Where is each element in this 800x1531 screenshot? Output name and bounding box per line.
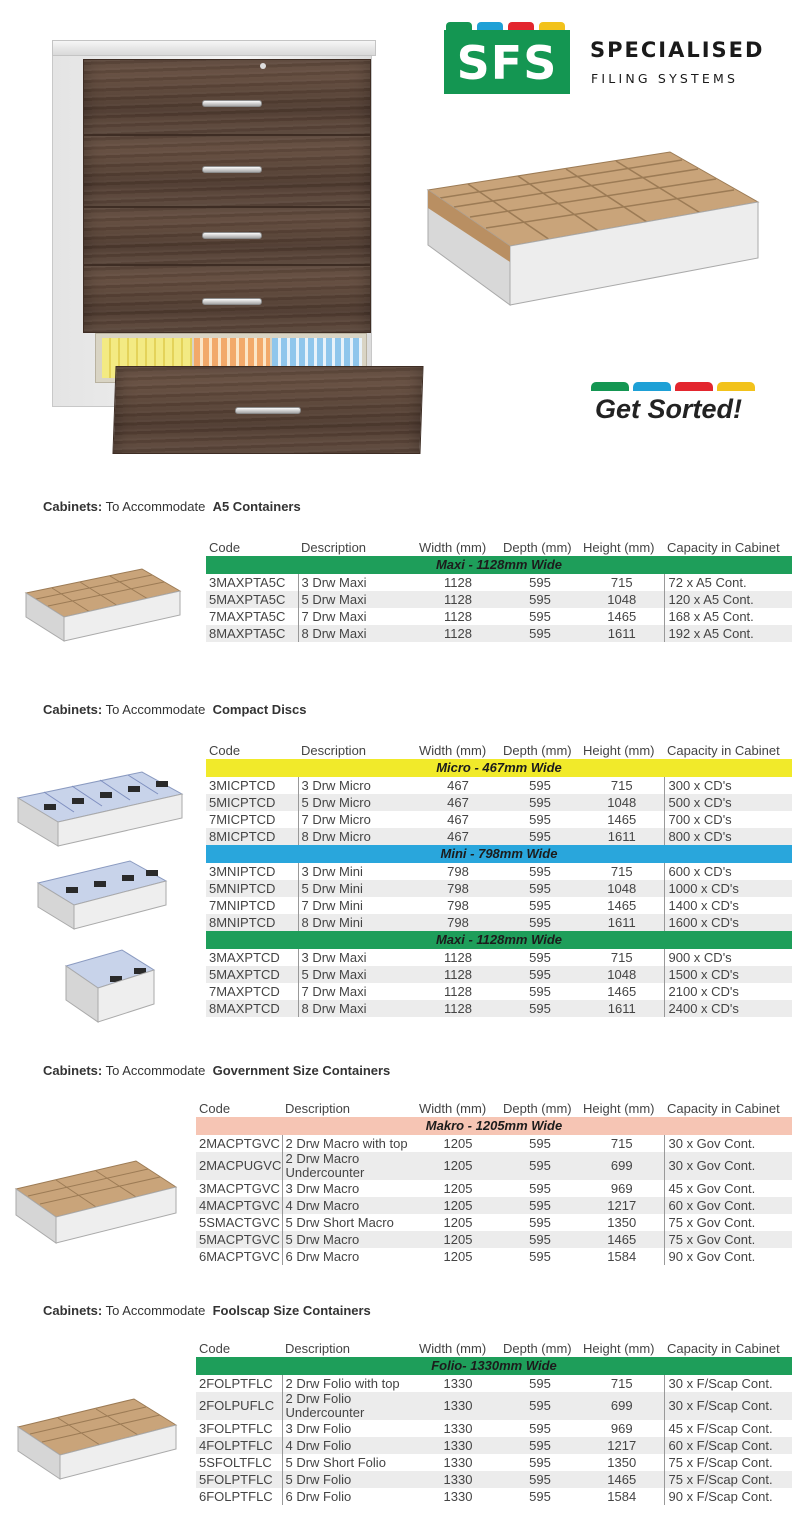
cell-capacity: 30 x F/Scap Cont. xyxy=(664,1375,792,1392)
cell-capacity: 168 x A5 Cont. xyxy=(664,608,792,625)
cell-description: 5 Drw Short Folio xyxy=(282,1454,416,1471)
cell-width: 467 xyxy=(447,777,469,793)
column-header-height: Height (mm) xyxy=(583,743,655,758)
spec-table xyxy=(206,742,792,1017)
cell-capacity: 500 x CD's xyxy=(664,794,792,811)
cell-depth: 595 xyxy=(500,1152,580,1180)
cell-height: 1584 xyxy=(607,1488,637,1504)
cell-capacity: 2100 x CD's xyxy=(664,983,792,1000)
cell-height: 715 xyxy=(610,949,633,965)
table-row xyxy=(206,811,792,828)
cell-width: 1128 xyxy=(416,966,500,983)
tagline-tab-red xyxy=(675,382,713,391)
cabinet-drawer-1 xyxy=(83,59,371,135)
cell-height: 1465 xyxy=(607,608,637,624)
cell-depth: 595 xyxy=(500,1197,580,1214)
cell-code: 5MAXPTA5C xyxy=(206,591,298,608)
cell-code: 6FOLPTFLC xyxy=(199,1488,273,1504)
cell-depth: 595 xyxy=(500,1437,580,1454)
cell-height: 1048 xyxy=(580,794,664,811)
cell-code: 5MICPTCD xyxy=(206,794,298,811)
table-row xyxy=(206,897,792,914)
table-row xyxy=(206,1000,792,1017)
drawer-handle xyxy=(202,232,262,239)
cell-code: 3MAXPTA5C xyxy=(209,574,286,590)
cell-depth: 595 xyxy=(500,914,580,931)
cell-height: 1611 xyxy=(580,1000,664,1017)
table-row xyxy=(206,949,792,966)
cell-code: 3MNIPTCD xyxy=(209,863,276,879)
section-title-foolscap: Cabinets: To Accommodate Foolscap Size Containers xyxy=(43,1303,371,1318)
tagline-tab-blue xyxy=(633,382,671,391)
cell-depth: 595 xyxy=(500,880,580,897)
group-row xyxy=(196,1117,792,1135)
cell-capacity: 192 x A5 Cont. xyxy=(664,625,792,642)
table-row xyxy=(206,591,792,608)
table-row xyxy=(196,1454,792,1471)
cell-width: 1128 xyxy=(444,949,472,965)
cell-depth: 595 xyxy=(500,966,580,983)
lock-icon xyxy=(260,63,266,69)
cell-description: 3 Drw Folio xyxy=(282,1420,416,1437)
cell-depth: 595 xyxy=(529,949,551,965)
table-row xyxy=(206,794,792,811)
cell-width: 798 xyxy=(447,897,469,913)
cell-width: 1205 xyxy=(443,1135,473,1151)
cd-micro-tray-image xyxy=(14,768,186,848)
table-row xyxy=(206,608,792,625)
open-drawer-front xyxy=(112,366,423,454)
cell-height: 1611 xyxy=(580,828,664,845)
cell-depth: 595 xyxy=(500,1000,580,1017)
cell-capacity: 2400 x CD's xyxy=(664,1000,792,1017)
cell-capacity: 30 x F/Scap Cont. xyxy=(664,1392,792,1420)
cell-width: 1330 xyxy=(443,1375,473,1391)
cell-depth: 595 xyxy=(529,897,551,913)
column-header-capacity: Capacity in Cabinet xyxy=(667,540,780,555)
cell-capacity: 75 x F/Scap Cont. xyxy=(664,1471,792,1488)
cell-depth: 595 xyxy=(500,591,580,608)
cell-height: 1048 xyxy=(580,591,664,608)
cell-code: 5MNIPTCD xyxy=(206,880,298,897)
column-header-height: Height (mm) xyxy=(583,1101,655,1116)
column-header-width: Width (mm) xyxy=(419,1341,487,1356)
group-row xyxy=(206,759,792,777)
tagline: Get Sorted! xyxy=(595,394,743,424)
section-title-a5: Cabinets: To Accommodate A5 Containers xyxy=(43,499,301,514)
cell-width: 1205 xyxy=(416,1152,500,1180)
cell-depth: 595 xyxy=(529,1488,551,1504)
table-row xyxy=(196,1231,792,1248)
section-title-government: Cabinets: To Accommodate Government Size Containers xyxy=(43,1063,391,1078)
cell-width: 1128 xyxy=(444,608,472,624)
cabinet-drawer-2 xyxy=(83,135,371,207)
group-label: Micro - 467mm Wide xyxy=(206,759,792,777)
cell-description: 2 Drw Folio with top xyxy=(282,1375,416,1392)
table-row xyxy=(196,1197,792,1214)
cell-code: 5FOLPTFLC xyxy=(196,1471,282,1488)
cell-depth: 595 xyxy=(529,1214,551,1230)
table-row xyxy=(196,1152,792,1180)
cell-code: 7MNIPTCD xyxy=(209,897,276,913)
table-row xyxy=(196,1420,792,1437)
cell-height: 1350 xyxy=(607,1214,637,1230)
drawer-handle xyxy=(202,100,262,107)
cell-code: 3MICPTCD xyxy=(209,777,276,793)
a5-drawer-image xyxy=(420,150,765,310)
column-header-code: Code xyxy=(199,1341,231,1356)
cell-capacity: 45 x Gov Cont. xyxy=(664,1180,792,1197)
cell-description: 4 Drw Macro xyxy=(282,1197,416,1214)
group-row xyxy=(206,845,792,863)
cell-height: 1217 xyxy=(580,1437,664,1454)
cell-code: 3FOLPTFLC xyxy=(199,1420,273,1436)
table-header-row xyxy=(196,1100,792,1117)
cell-height: 1048 xyxy=(580,966,664,983)
logo-letters: SFS xyxy=(456,36,558,90)
table-row xyxy=(196,1214,792,1231)
cell-capacity: 300 x CD's xyxy=(664,777,792,794)
cell-height: 1350 xyxy=(607,1454,637,1470)
cell-height: 1465 xyxy=(580,1471,664,1488)
cell-code: 5MAXPTCD xyxy=(206,966,298,983)
table-row xyxy=(196,1392,792,1420)
cell-description: 7 Drw Maxi xyxy=(298,983,416,1000)
cell-capacity: 30 x Gov Cont. xyxy=(664,1135,792,1152)
column-header-depth: Depth (mm) xyxy=(503,743,572,758)
column-header-description: Description xyxy=(301,743,367,758)
group-label: Makro - 1205mm Wide xyxy=(196,1117,792,1135)
column-header-capacity: Capacity in Cabinet xyxy=(667,1101,780,1116)
cell-width: 1330 xyxy=(416,1392,500,1420)
column-header-capacity: Capacity in Cabinet xyxy=(667,1341,780,1356)
cell-capacity: 75 x F/Scap Cont. xyxy=(664,1454,792,1471)
cell-description: 3 Drw Mini xyxy=(298,863,416,880)
cell-description: 3 Drw Macro xyxy=(282,1180,416,1197)
cell-depth: 595 xyxy=(529,1454,551,1470)
cell-depth: 595 xyxy=(529,574,551,590)
cell-code: 7MAXPTA5C xyxy=(209,608,286,624)
table-row xyxy=(196,1375,792,1392)
cell-code: 3MAXPTCD xyxy=(209,949,280,965)
column-header-depth: Depth (mm) xyxy=(503,540,572,555)
cell-description: 3 Drw Micro xyxy=(298,777,416,794)
cell-height: 1048 xyxy=(580,880,664,897)
cell-width: 798 xyxy=(416,914,500,931)
cell-code: 3MACPTGVC xyxy=(199,1180,280,1196)
cabinet-drawer-4 xyxy=(83,265,371,333)
group-label: Mini - 798mm Wide xyxy=(206,845,792,863)
table-header-row xyxy=(206,742,792,759)
cell-height: 715 xyxy=(610,574,633,590)
column-header-code: Code xyxy=(209,743,241,758)
cell-depth: 595 xyxy=(529,608,551,624)
cabinet-top xyxy=(52,40,376,56)
column-header-depth: Depth (mm) xyxy=(503,1101,572,1116)
cell-code: 2FOLPTFLC xyxy=(199,1375,273,1391)
column-header-description: Description xyxy=(301,540,367,555)
cell-capacity: 600 x CD's xyxy=(664,863,792,880)
table-row xyxy=(206,574,792,591)
cell-depth: 595 xyxy=(500,625,580,642)
cell-description: 8 Drw Mini xyxy=(298,914,416,931)
cell-width: 1330 xyxy=(443,1488,473,1504)
group-label: Maxi - 1128mm Wide xyxy=(206,556,792,574)
cell-depth: 595 xyxy=(500,1471,580,1488)
cell-capacity: 700 x CD's xyxy=(664,811,792,828)
cell-description: 3 Drw Maxi xyxy=(298,949,416,966)
group-label: Maxi - 1128mm Wide xyxy=(206,931,792,949)
group-label: Folio- 1330mm Wide xyxy=(196,1357,792,1375)
a5-tray-image xyxy=(22,565,184,643)
cell-width: 1128 xyxy=(416,591,500,608)
cell-depth: 595 xyxy=(529,1180,551,1196)
cell-description: 5 Drw Folio xyxy=(282,1471,416,1488)
table-row xyxy=(196,1135,792,1152)
cell-width: 1330 xyxy=(416,1437,500,1454)
cell-code: 7MAXPTCD xyxy=(209,983,280,999)
cell-height: 699 xyxy=(580,1152,664,1180)
cell-height: 1465 xyxy=(607,897,637,913)
cell-description: 5 Drw Micro xyxy=(298,794,416,811)
cell-code: 2FOLPUFLC xyxy=(196,1392,282,1420)
cell-description: 7 Drw Micro xyxy=(298,811,416,828)
cell-description: 8 Drw Maxi xyxy=(298,1000,416,1017)
cell-capacity: 1000 x CD's xyxy=(664,880,792,897)
cell-capacity: 1600 x CD's xyxy=(664,914,792,931)
cell-capacity: 90 x F/Scap Cont. xyxy=(664,1488,792,1505)
cell-description: 8 Drw Maxi xyxy=(298,625,416,642)
cell-code: 7MICPTCD xyxy=(209,811,276,827)
cell-height: 1584 xyxy=(607,1248,637,1264)
cell-width: 798 xyxy=(416,880,500,897)
cell-code: 4MACPTGVC xyxy=(196,1197,282,1214)
section-title-cd: Cabinets: To Accommodate Compact Discs xyxy=(43,702,307,717)
cell-description: 8 Drw Micro xyxy=(298,828,416,845)
cell-capacity: 75 x Gov Cont. xyxy=(664,1214,792,1231)
cell-width: 1205 xyxy=(443,1214,473,1230)
cell-code: 8MAXPTCD xyxy=(206,1000,298,1017)
cell-width: 1128 xyxy=(416,625,500,642)
cell-width: 467 xyxy=(416,794,500,811)
cell-depth: 595 xyxy=(529,863,551,879)
table-row xyxy=(206,914,792,931)
cell-code: 2MACPUGVC xyxy=(196,1152,282,1180)
cell-height: 969 xyxy=(610,1180,633,1196)
cell-description: 2 Drw Folio Undercounter xyxy=(282,1392,416,1420)
table-row xyxy=(206,880,792,897)
cell-capacity: 60 x F/Scap Cont. xyxy=(664,1437,792,1454)
spec-table xyxy=(206,539,792,642)
tagline-tab-yellow xyxy=(717,382,755,391)
table-row xyxy=(196,1248,792,1265)
cell-description: 5 Drw Mini xyxy=(298,880,416,897)
cell-capacity: 120 x A5 Cont. xyxy=(664,591,792,608)
group-row xyxy=(206,931,792,949)
cell-capacity: 800 x CD's xyxy=(664,828,792,845)
cell-height: 715 xyxy=(610,1375,633,1391)
cell-height: 1465 xyxy=(607,811,637,827)
cell-width: 1205 xyxy=(416,1231,500,1248)
column-header-width: Width (mm) xyxy=(419,1101,487,1116)
cell-capacity: 75 x Gov Cont. xyxy=(664,1231,792,1248)
cell-description: 5 Drw Maxi xyxy=(298,966,416,983)
column-header-width: Width (mm) xyxy=(419,540,487,555)
cell-capacity: 30 x Gov Cont. xyxy=(664,1152,792,1180)
column-header-description: Description xyxy=(285,1101,351,1116)
logo-wordmark-bottom: FILING SYSTEMS xyxy=(591,71,739,86)
cell-width: 467 xyxy=(416,828,500,845)
table-row xyxy=(206,625,792,642)
cell-code: 6MACPTGVC xyxy=(199,1248,280,1264)
column-header-depth: Depth (mm) xyxy=(503,1341,572,1356)
cd-mini-tray-image xyxy=(34,857,170,931)
cell-depth: 595 xyxy=(529,1135,551,1151)
cell-code: 5MACPTGVC xyxy=(196,1231,282,1248)
cell-capacity: 900 x CD's xyxy=(664,949,792,966)
cell-description: 6 Drw Folio xyxy=(282,1488,416,1505)
cell-description: 2 Drw Macro with top xyxy=(282,1135,416,1152)
cell-description: 7 Drw Mini xyxy=(298,897,416,914)
cell-width: 467 xyxy=(447,811,469,827)
cell-capacity: 1500 x CD's xyxy=(664,966,792,983)
cell-height: 1611 xyxy=(580,914,664,931)
cell-code: 8MICPTCD xyxy=(206,828,298,845)
cell-depth: 595 xyxy=(500,1392,580,1420)
group-row xyxy=(196,1357,792,1375)
column-header-width: Width (mm) xyxy=(419,743,487,758)
cell-description: 5 Drw Macro xyxy=(282,1231,416,1248)
column-header-height: Height (mm) xyxy=(583,540,655,555)
cd-maxi-tray-image xyxy=(62,946,158,1024)
foolscap-tray-image xyxy=(14,1395,180,1481)
cell-depth: 595 xyxy=(529,983,551,999)
column-header-code: Code xyxy=(209,540,241,555)
drawer-handle xyxy=(202,166,262,173)
cell-code: 8MAXPTA5C xyxy=(206,625,298,642)
cell-height: 1217 xyxy=(580,1197,664,1214)
cell-depth: 595 xyxy=(500,1231,580,1248)
column-header-code: Code xyxy=(199,1101,231,1116)
table-row xyxy=(206,828,792,845)
table-row xyxy=(196,1471,792,1488)
cell-width: 1205 xyxy=(443,1180,473,1196)
cell-capacity: 60 x Gov Cont. xyxy=(664,1197,792,1214)
cell-width: 798 xyxy=(447,863,469,879)
cell-capacity: 45 x F/Scap Cont. xyxy=(664,1420,792,1437)
cell-width: 1128 xyxy=(444,574,472,590)
cell-code: 4FOLPTFLC xyxy=(196,1437,282,1454)
cell-height: 1465 xyxy=(580,1231,664,1248)
tagline-tab-green xyxy=(591,382,629,391)
cell-height: 715 xyxy=(610,777,633,793)
logo-mark xyxy=(444,30,570,94)
cell-width: 1128 xyxy=(444,983,472,999)
cell-height: 715 xyxy=(610,863,633,879)
cell-height: 1465 xyxy=(607,983,637,999)
table-row xyxy=(206,966,792,983)
cell-height: 1611 xyxy=(580,625,664,642)
cell-width: 1205 xyxy=(416,1197,500,1214)
cell-description: 7 Drw Maxi xyxy=(298,608,416,625)
table-row xyxy=(196,1488,792,1505)
table-row xyxy=(206,983,792,1000)
table-row xyxy=(196,1437,792,1454)
column-header-capacity: Capacity in Cabinet xyxy=(667,743,780,758)
table-row xyxy=(196,1180,792,1197)
cell-width: 1128 xyxy=(416,1000,500,1017)
cell-description: 4 Drw Folio xyxy=(282,1437,416,1454)
cell-width: 1330 xyxy=(443,1454,473,1470)
column-header-height: Height (mm) xyxy=(583,1341,655,1356)
cell-width: 1330 xyxy=(443,1420,473,1436)
cell-depth: 595 xyxy=(529,1248,551,1264)
cell-capacity: 1400 x CD's xyxy=(664,897,792,914)
cell-depth: 595 xyxy=(500,828,580,845)
cell-description: 5 Drw Short Macro xyxy=(282,1214,416,1231)
cell-code: 5SFOLTFLC xyxy=(199,1454,272,1470)
cell-depth: 595 xyxy=(529,811,551,827)
cell-depth: 595 xyxy=(529,777,551,793)
government-tray-image xyxy=(12,1157,180,1245)
drawer-handle xyxy=(202,298,262,305)
table-header-row xyxy=(196,1340,792,1357)
table-row xyxy=(206,863,792,880)
cell-code: 8MNIPTCD xyxy=(206,914,298,931)
logo-wordmark-top: SPECIALISED xyxy=(590,38,765,62)
cell-height: 969 xyxy=(610,1420,633,1436)
cabinet-drawer-3 xyxy=(83,207,371,265)
column-header-description: Description xyxy=(285,1341,351,1356)
cell-code: 5SMACTGVC xyxy=(199,1214,280,1230)
cell-width: 1205 xyxy=(443,1248,473,1264)
table-row xyxy=(206,777,792,794)
drawer-handle xyxy=(235,407,301,414)
cell-code: 2MACPTGVC xyxy=(199,1135,280,1151)
cell-description: 3 Drw Maxi xyxy=(298,574,416,591)
cell-capacity: 72 x A5 Cont. xyxy=(664,574,792,591)
cell-width: 1330 xyxy=(416,1471,500,1488)
cell-depth: 595 xyxy=(500,794,580,811)
cell-description: 5 Drw Maxi xyxy=(298,591,416,608)
cell-depth: 595 xyxy=(529,1375,551,1391)
cell-description: 6 Drw Macro xyxy=(282,1248,416,1265)
table-header-row xyxy=(206,539,792,556)
cell-depth: 595 xyxy=(529,1420,551,1436)
cell-height: 699 xyxy=(580,1392,664,1420)
group-row xyxy=(206,556,792,574)
cell-capacity: 90 x Gov Cont. xyxy=(664,1248,792,1265)
spec-table xyxy=(196,1100,792,1265)
cell-height: 715 xyxy=(610,1135,633,1151)
spec-table xyxy=(196,1340,792,1505)
cell-description: 2 Drw Macro Undercounter xyxy=(282,1152,416,1180)
